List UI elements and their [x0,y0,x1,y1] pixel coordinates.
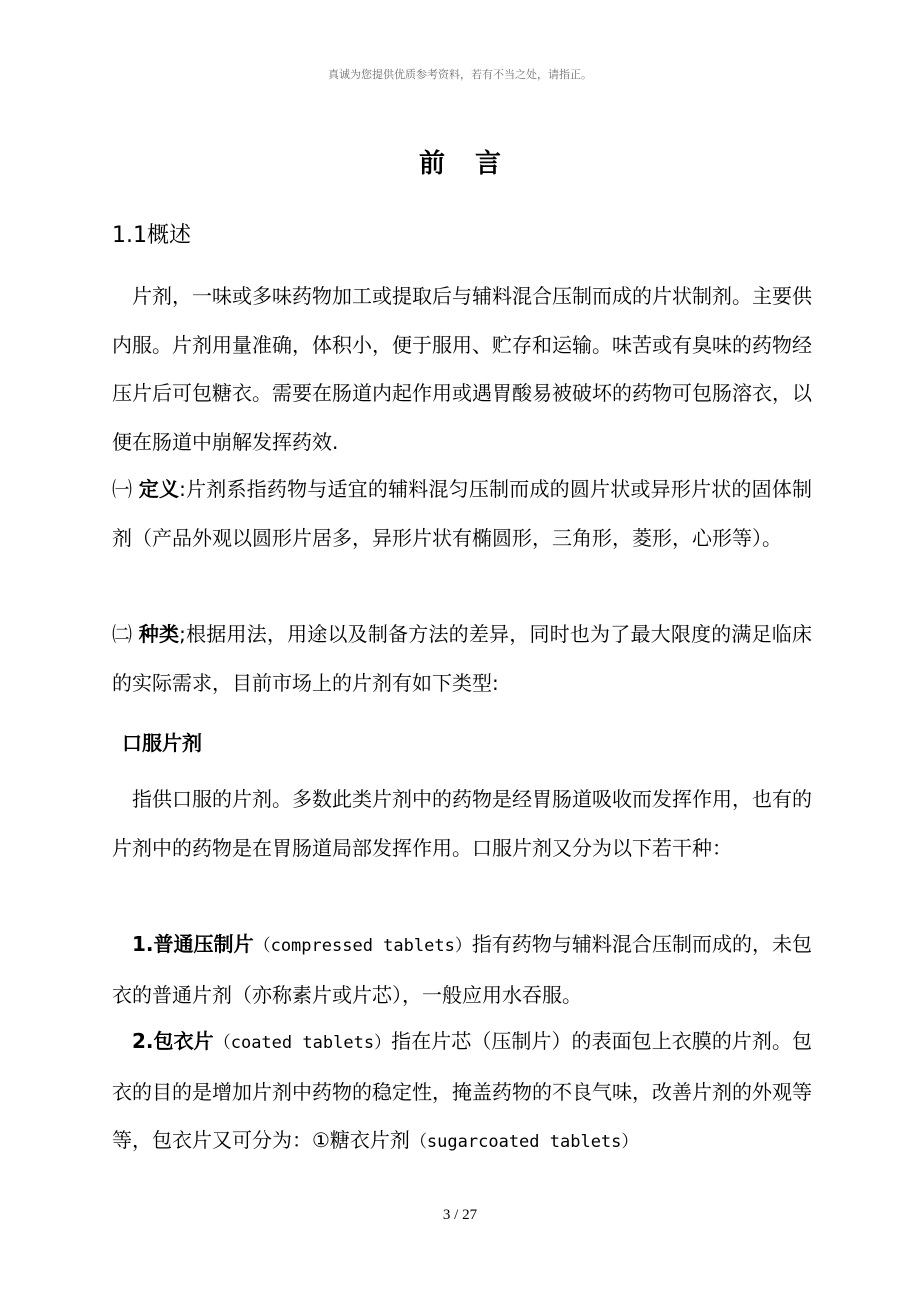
title-char-1: 前 [418,149,445,179]
definition-text: :片剂系指药物与适宜的辅料混匀压制而成的圆片状或异形片状的固体制剂（产品外观以圆形片居多，异形片状有椭圆形，三角形，菱形，心形等）。 [112,477,813,550]
item1-name: 普通压制片 [153,932,254,956]
item2-english: （coated tablets） [213,1033,392,1053]
section-title: 概述 [147,223,192,248]
types-text: ;根据用法，用途以及制备方法的差异，同时也为了最大限度的满足临床的实际需求，目前市场上的片剂有如下类型: [112,622,813,695]
types-label: 种类 [138,622,180,646]
item2-number: 2. [132,1029,154,1053]
item1-english: （compressed tablets） [253,936,472,956]
section-number: 1.1 [112,223,147,248]
definition-paragraph [112,465,812,562]
item1-paragraph [112,920,812,1019]
item2-english-2: （sugarcoated tablets） [409,1132,639,1152]
types-marker: ㈡ [112,622,133,646]
page-title [0,143,920,180]
header-note: 真诚为您提供优质参考资料，若有不当之处，请指正。 [328,68,592,81]
item1-text: 指有药物与辅料混合压制而成的，未包衣的普通片剂（亦称素片或片芯），一般应用水吞服。 [112,932,813,1007]
item2-name: 包衣片 [153,1029,214,1053]
oral-paragraph: 指供口服的片剂。多数此类片剂中的药物是经胃肠道吸收而发挥作用，也有的片剂中的药物是在胃肠道局部发挥作用。口服片剂又分为以下若干种： [112,787,812,860]
title-char-2: 言 [475,149,502,179]
definition-label: 定义 [138,477,180,501]
overview-paragraph: 片剂，一味或多味药物加工或提取后与辅料混合压制而成的片状制剂。主要供内服。片剂用量准确，体积小，便于服用、贮存和运输。味苦或有臭味的药物经压片后可包糖衣。需要在肠道内起作用或遇胃酸易被破坏的药物可包肠溶衣，以便在肠道中崩解发挥药效. [112,284,812,454]
section-heading [112,218,191,249]
item1-number: 1. [132,932,154,956]
page-number: 3 / 27 [442,1207,478,1223]
item2-text: 指在片芯（压制片）的表面包上衣膜的片剂。包衣的目的是增加片剂中药物的稳定性，掩盖药物的不良气味，改善片剂的外观等等，包衣片又可分为：①糖衣片剂 [112,1029,813,1152]
definition-marker: ㈠ [112,477,133,501]
item2-paragraph [112,1017,812,1167]
types-paragraph [112,610,812,707]
oral-tablets-heading: 口服片剂 [122,731,202,755]
